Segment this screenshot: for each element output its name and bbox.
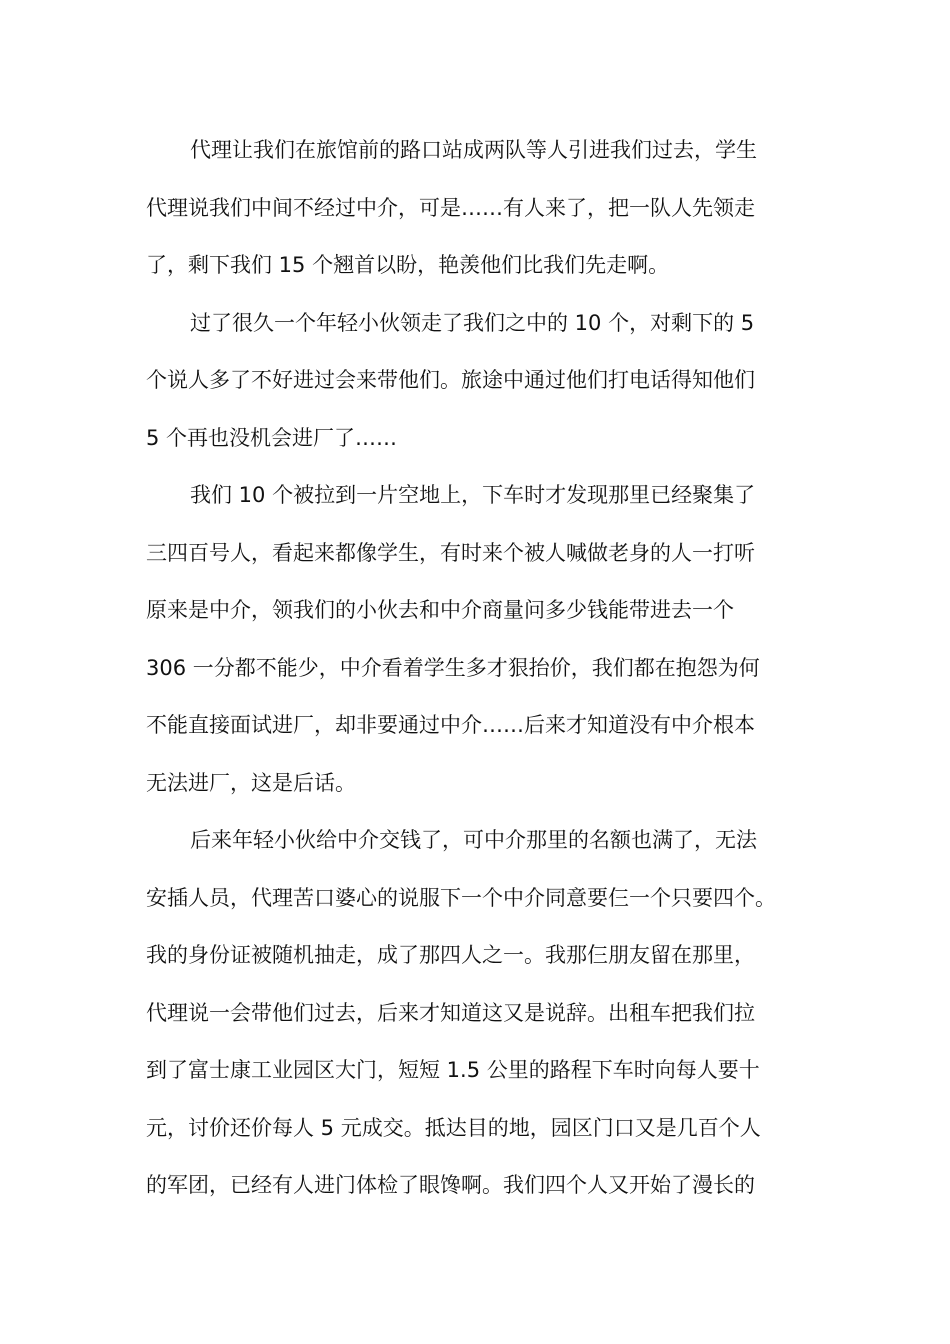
text-line: 安插人员，代理苦口婆心的说服下一个中介同意要仨一个只要四个。 bbox=[146, 885, 776, 910]
text-line: 我的身份证被随机抽走，成了那四人之一。我那仨朋友留在那里， bbox=[146, 943, 755, 967]
paragraph-4 bbox=[146, 812, 826, 1215]
text-line: 的军团，已经有人进门体检了眼馋啊。我们四个人又开始了漫长的 bbox=[146, 1173, 755, 1197]
text-line: 到了富士康工业园区大门，短短 1.5 公里的路程下车时向每人要十 bbox=[146, 1058, 760, 1082]
paragraph-3 bbox=[146, 467, 826, 812]
text-line: 过了很久一个年轻小伙领走了我们之中的 10 个，对剩下的 5 bbox=[190, 310, 755, 335]
text-line: 代理说我们中间不经过中介，可是……有人来了，把一队人先领走 bbox=[146, 195, 755, 220]
text-line: 三四百号人，看起来都像学生，有时来个被人喊做老身的人一打听 bbox=[146, 540, 755, 565]
text-line: 了，剩下我们 15 个翘首以盼，艳羡他们比我们先走啊。 bbox=[146, 253, 670, 277]
text-line: 我们 10 个被拉到一片空地上，下车时才发现那里已经聚集了 bbox=[190, 483, 756, 507]
text-line: 不能直接面试进厂，却非要通过中介……后来才知道没有中介根本 bbox=[146, 713, 755, 737]
document-body bbox=[146, 122, 826, 1215]
text-line: 306 一分都不能少，中介看着学生多才狠抬价，我们都在抱怨为何 bbox=[146, 655, 760, 680]
text-line: 无法进厂，这是后话。 bbox=[146, 770, 356, 795]
text-line: 代理让我们在旅馆前的路口站成两队等人引进我们过去，学生 bbox=[190, 138, 757, 162]
text-line: 个说人多了不好进过会来带他们。旅途中通过他们打电话得知他们 bbox=[146, 368, 755, 392]
text-line: 代理说一会带他们过去，后来才知道这又是说辞。出租车把我们拉 bbox=[146, 1000, 755, 1025]
text-line: 元，讨价还价每人 5 元成交。抵达目的地，园区门口又是几百个人 bbox=[146, 1115, 761, 1140]
paragraph-2 bbox=[146, 295, 826, 468]
text-line: 后来年轻小伙给中介交钱了，可中介那里的名额也满了，无法 bbox=[190, 828, 757, 852]
paragraph-1 bbox=[146, 122, 826, 295]
text-line: 原来是中介，领我们的小伙去和中介商量问多少钱能带进去一个 bbox=[146, 598, 734, 622]
text-line: 5 个再也没机会进厂了…… bbox=[146, 425, 398, 450]
